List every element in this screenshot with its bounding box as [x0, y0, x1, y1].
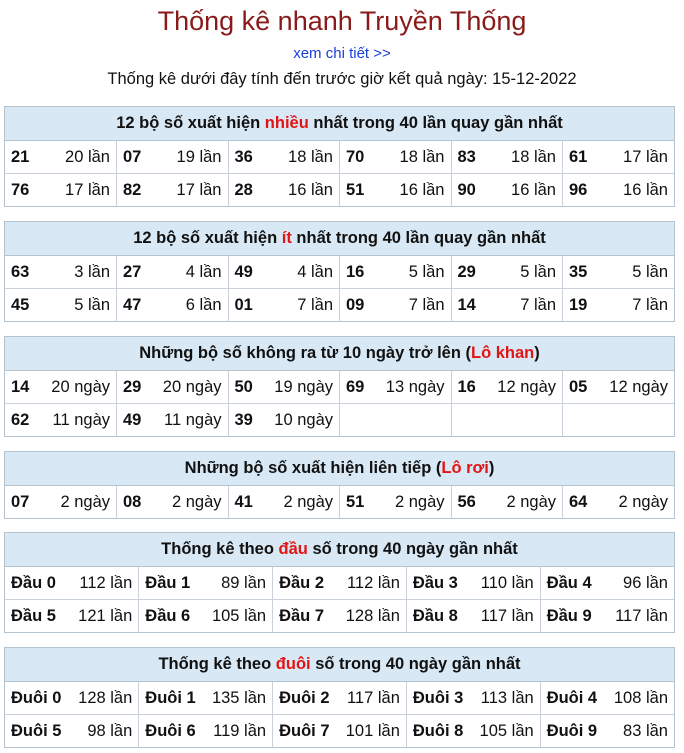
table-cell: Đầu 0 112 lần: [5, 567, 139, 600]
table-cell: 64 2 ngày: [563, 486, 675, 518]
table-cell: 76 17 lần: [5, 174, 117, 207]
stats-table: [5, 371, 674, 436]
table-cell: 19 7 lần: [563, 289, 675, 322]
stats-table: [5, 682, 674, 747]
table-cell: 82 17 lần: [117, 174, 229, 207]
table-cell: 45 5 lần: [5, 289, 117, 322]
table-cell: Đầu 8 117 lần: [406, 600, 540, 633]
section-header: Thống kê theo đuôi số trong 40 ngày gần nhất: [5, 648, 674, 682]
table-row: [5, 567, 674, 600]
table-cell: 09 7 lần: [340, 289, 452, 322]
table-cell: Đầu 9 117 lần: [540, 600, 674, 633]
table-cell: 61 17 lần: [563, 141, 675, 174]
table-cell: 56 2 ngày: [451, 486, 563, 518]
table-row: [5, 174, 674, 207]
table-cell: Đuôi 4 108 lần: [540, 682, 674, 715]
table-cell: Đuôi 8 105 lần: [406, 715, 540, 748]
section-header: 12 bộ số xuất hiện ít nhất trong 40 lần quay gần nhất: [5, 222, 674, 256]
page-subtitle: Thống kê dưới đây tính đến trước giờ kết quả ngày: 15-12-2022: [107, 70, 577, 88]
table-cell: 50 19 ngày: [228, 371, 340, 404]
table-cell: Đuôi 3 113 lần: [406, 682, 540, 715]
table-row: [5, 141, 674, 174]
table-cell: Đầu 6 105 lần: [139, 600, 273, 633]
table-cell: Đuôi 2 117 lần: [273, 682, 407, 715]
lo-roi-section: [4, 451, 675, 519]
table-cell: 29 20 ngày: [117, 371, 229, 404]
table-cell: Đuôi 5 98 lần: [5, 715, 139, 748]
table-cell: Đầu 1 89 lần: [139, 567, 273, 600]
table-cell: 51 2 ngày: [340, 486, 452, 518]
table-cell: 69 13 ngày: [340, 371, 452, 404]
section-header: Những bộ số xuất hiện liên tiếp (Lô rơi): [5, 452, 674, 486]
table-cell: Đầu 2 112 lần: [273, 567, 407, 600]
table-cell: [563, 404, 675, 437]
table-cell: 39 10 ngày: [228, 404, 340, 437]
table-cell: 63 3 lần: [5, 256, 117, 289]
stats-table: [5, 567, 674, 632]
table-cell: 28 16 lần: [228, 174, 340, 207]
duoi-section: [4, 647, 675, 748]
table-cell: 01 7 lần: [228, 289, 340, 322]
table-cell: 83 18 lần: [451, 141, 563, 174]
section-header: 12 bộ số xuất hiện nhiều nhất trong 40 lần quay gần nhất: [5, 107, 674, 141]
table-row: [5, 256, 674, 289]
most-frequent-section: [4, 106, 675, 207]
table-cell: 14 20 ngày: [5, 371, 117, 404]
table-row: [5, 486, 674, 518]
table-cell: 35 5 lần: [563, 256, 675, 289]
table-cell: 29 5 lần: [451, 256, 563, 289]
table-cell: 27 4 lần: [117, 256, 229, 289]
table-cell: 05 12 ngày: [563, 371, 675, 404]
table-row: [5, 715, 674, 748]
dau-section: [4, 532, 675, 633]
table-cell: 51 16 lần: [340, 174, 452, 207]
page-title: Thống kê nhanh Truyền Thống: [157, 6, 527, 36]
table-cell: 62 11 ngày: [5, 404, 117, 437]
stats-table: [5, 486, 674, 518]
least-frequent-section: [4, 221, 675, 322]
table-cell: Đầu 4 96 lần: [540, 567, 674, 600]
section-header: Những bộ số không ra từ 10 ngày trở lên (Lô khan): [5, 337, 674, 371]
table-cell: Đầu 7 128 lần: [273, 600, 407, 633]
stats-table: [5, 256, 674, 321]
table-row: [5, 404, 674, 437]
table-cell: 36 18 lần: [228, 141, 340, 174]
table-cell: Đuôi 6 119 lần: [139, 715, 273, 748]
table-cell: 47 6 lần: [117, 289, 229, 322]
table-cell: 16 5 lần: [340, 256, 452, 289]
table-cell: 41 2 ngày: [228, 486, 340, 518]
section-header: Thống kê theo đầu số trong 40 ngày gần nhất: [5, 533, 674, 567]
table-cell: Đầu 3 110 lần: [406, 567, 540, 600]
table-cell: 14 7 lần: [451, 289, 563, 322]
table-cell: Đuôi 0 128 lần: [5, 682, 139, 715]
table-cell: Đuôi 9 83 lần: [540, 715, 674, 748]
lo-khan-section: [4, 336, 675, 437]
table-cell: 08 2 ngày: [117, 486, 229, 518]
table-row: [5, 682, 674, 715]
table-cell: Đuôi 1 135 lần: [139, 682, 273, 715]
table-cell: 49 4 lần: [228, 256, 340, 289]
table-cell: Đầu 5 121 lần: [5, 600, 139, 633]
table-cell: 70 18 lần: [340, 141, 452, 174]
table-row: [5, 371, 674, 404]
table-cell: 90 16 lần: [451, 174, 563, 207]
stats-table: [5, 141, 674, 206]
table-cell: Đuôi 7 101 lần: [273, 715, 407, 748]
table-row: [5, 289, 674, 322]
table-row: [5, 600, 674, 633]
table-cell: 16 12 ngày: [451, 371, 563, 404]
table-cell: [451, 404, 563, 437]
view-details-link[interactable]: xem chi tiết >>: [293, 45, 391, 62]
table-cell: 96 16 lần: [563, 174, 675, 207]
table-cell: [340, 404, 452, 437]
table-cell: 07 2 ngày: [5, 486, 117, 518]
table-cell: 07 19 lần: [117, 141, 229, 174]
table-cell: 21 20 lần: [5, 141, 117, 174]
table-cell: 49 11 ngày: [117, 404, 229, 437]
